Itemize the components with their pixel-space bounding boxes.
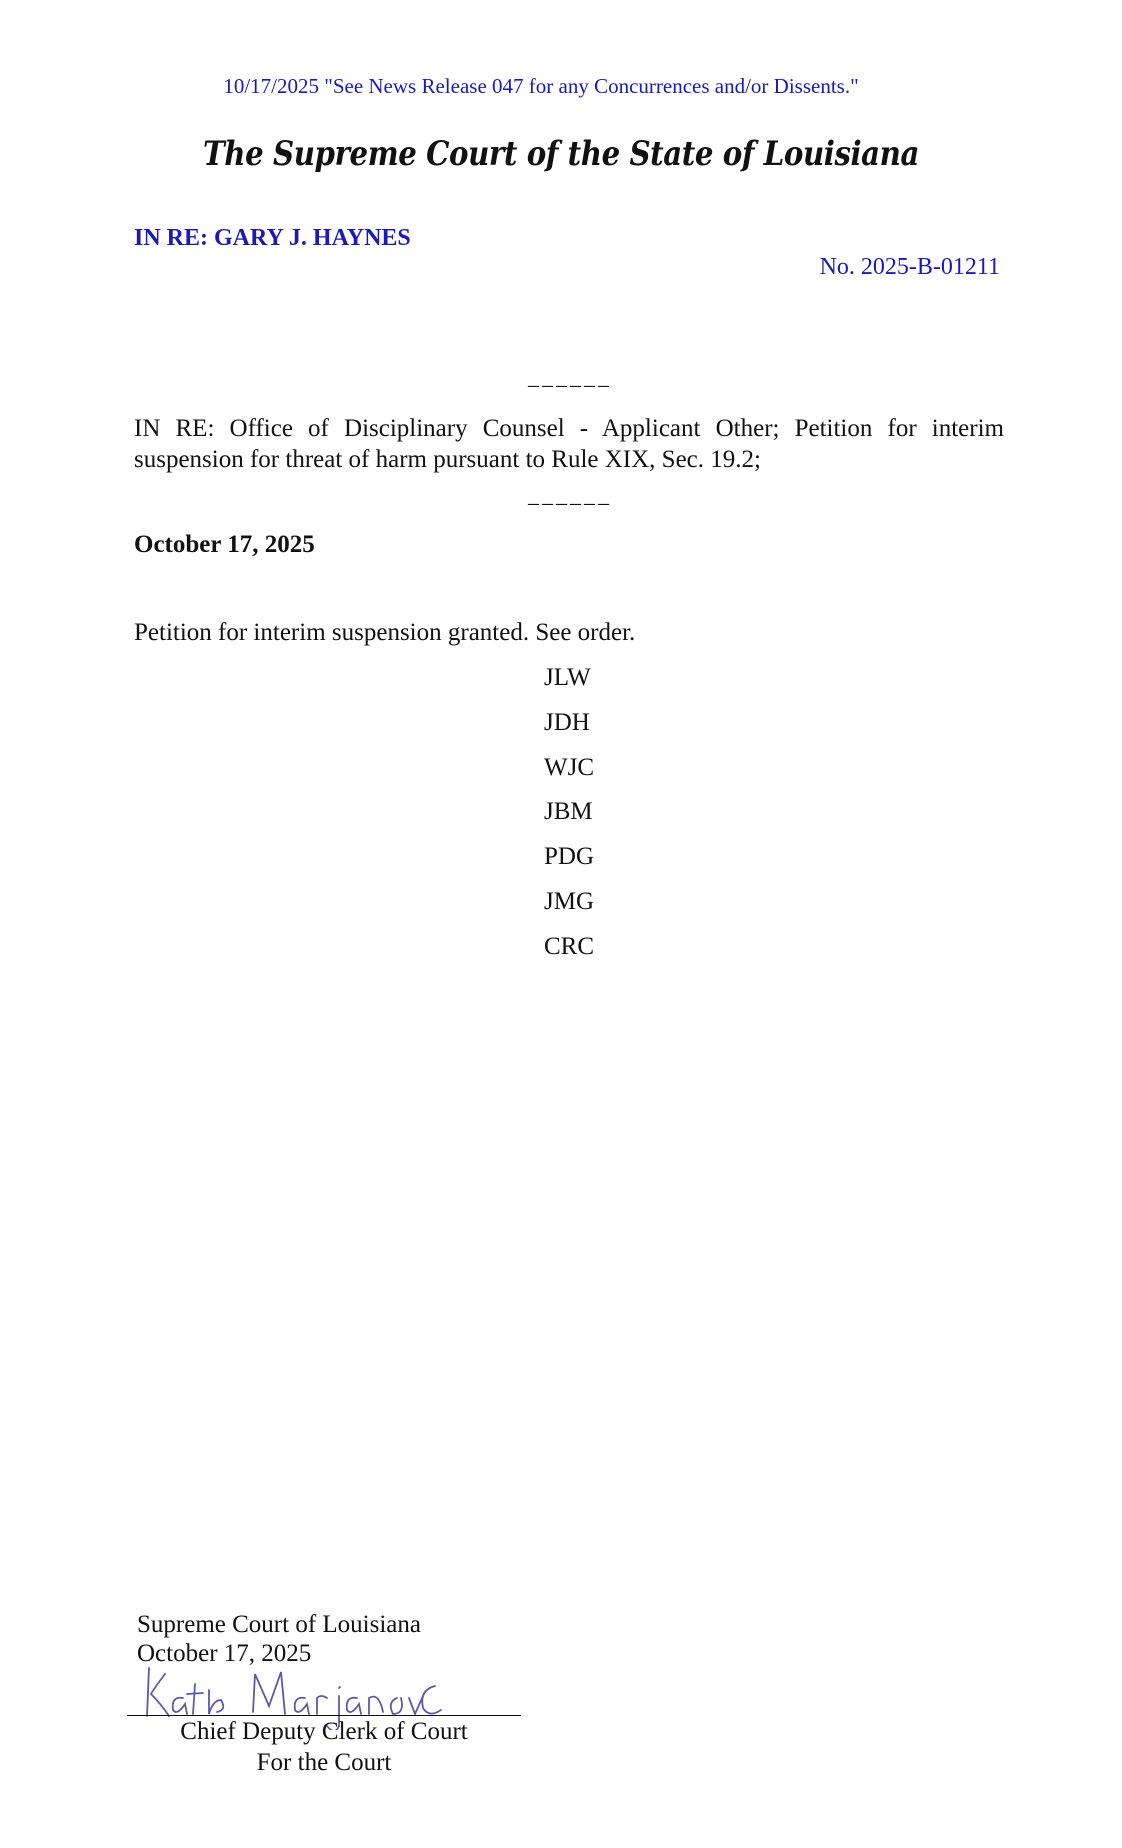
signature-court: Supreme Court of Louisiana bbox=[137, 1611, 421, 1638]
release-notice: 10/17/2025 "See News Release 047 for any Concurrences and/or Dissents." bbox=[223, 74, 859, 98]
justice-initials: JLW bbox=[544, 664, 591, 691]
clerk-title-block bbox=[127, 1716, 521, 1778]
order-date: October 17, 2025 bbox=[134, 531, 315, 558]
clerk-subtitle: For the Court bbox=[256, 1749, 392, 1776]
separator: ______ bbox=[528, 482, 612, 507]
court-title: The Supreme Court of the State of Louisiana bbox=[202, 134, 920, 174]
separator: ______ bbox=[528, 364, 612, 389]
justice-initials: JDH bbox=[544, 708, 590, 736]
signature-date: October 17, 2025 bbox=[137, 1640, 312, 1667]
justice-initials: JMG bbox=[544, 887, 595, 915]
clerk-title: Chief Deputy Clerk of Court bbox=[180, 1718, 468, 1745]
justice-initials: JBM bbox=[544, 798, 593, 826]
justice-initials: WJC bbox=[544, 753, 594, 781]
justice-initials: PDG bbox=[544, 843, 595, 871]
docket-number: No. 2025-B-01211 bbox=[819, 254, 1000, 280]
disposition: Petition for interim suspension granted. See order. bbox=[134, 619, 636, 646]
case-title: IN RE: GARY J. HAYNES bbox=[134, 225, 411, 251]
case-caption: IN RE: Office of Disciplinary Counsel - Applicant Other; Petition for interim suspension for threat of harm pursuant to Rule XIX, Sec. 19.2; bbox=[134, 415, 1004, 473]
justice-initials-list bbox=[544, 664, 594, 978]
justice-initials: CRC bbox=[544, 932, 595, 960]
